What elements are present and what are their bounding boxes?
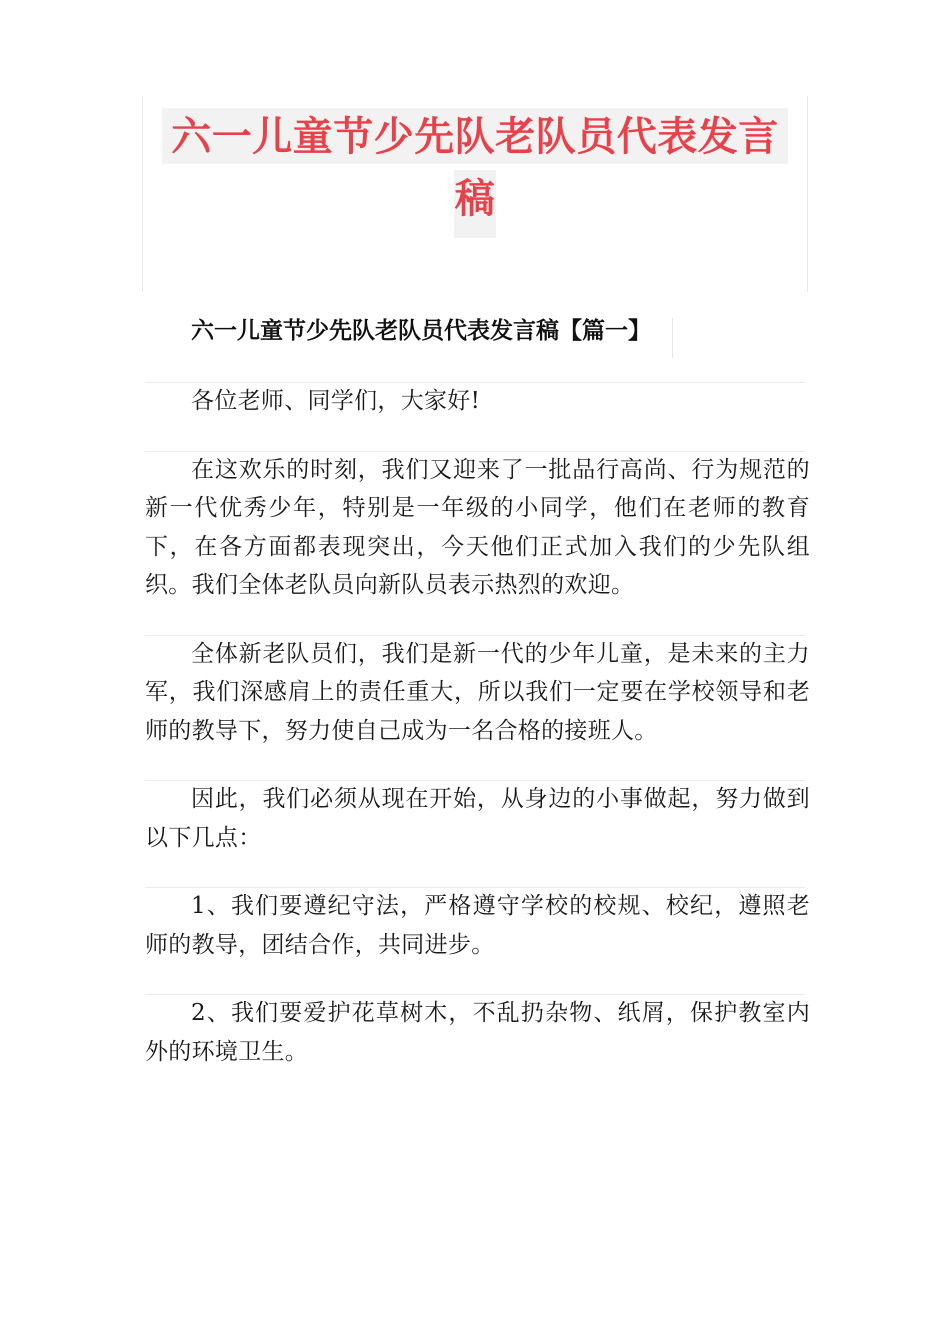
paragraph-greeting: 各位老师、同学们，大家好! xyxy=(145,382,810,421)
document-body xyxy=(145,308,810,1071)
title-block xyxy=(142,96,808,292)
paragraph-intro-points: 因此，我们必须从现在开始，从身边的小事做起，努力做到以下几点： xyxy=(145,780,810,857)
paragraph-point-2: 2、我们要爱护花草树木，不乱扔杂物、纸屑，保护教室内外的环境卫生。 xyxy=(145,994,810,1071)
paragraph-welcome: 在这欢乐的时刻，我们又迎来了一批品行高尚、行为规范的新一代优秀少年，特别是一年级的小同学，他们在老师的教育下，在各方面都表现突出，今天他们正式加入我们的少先队组织。我们全体老队员向新队员表示热烈的欢迎。 xyxy=(145,451,810,605)
section-heading: 六一儿童节少先队老队员代表发言稿【篇一】 xyxy=(145,308,810,354)
document-title: 六一儿童节少先队老队员代表发言稿 xyxy=(171,114,779,222)
paragraph-point-1: 1、我们要遵纪守法，严格遵守学校的校规、校纪，遵照老师的教导，团结合作，共同进步。 xyxy=(145,887,810,964)
paragraph-responsibility: 全体新老队员们，我们是新一代的少年儿童，是未来的主力军，我们深感肩上的责任重大，所以我们一定要在学校领导和老师的教导下，努力使自己成为一名合格的接班人。 xyxy=(145,635,810,751)
